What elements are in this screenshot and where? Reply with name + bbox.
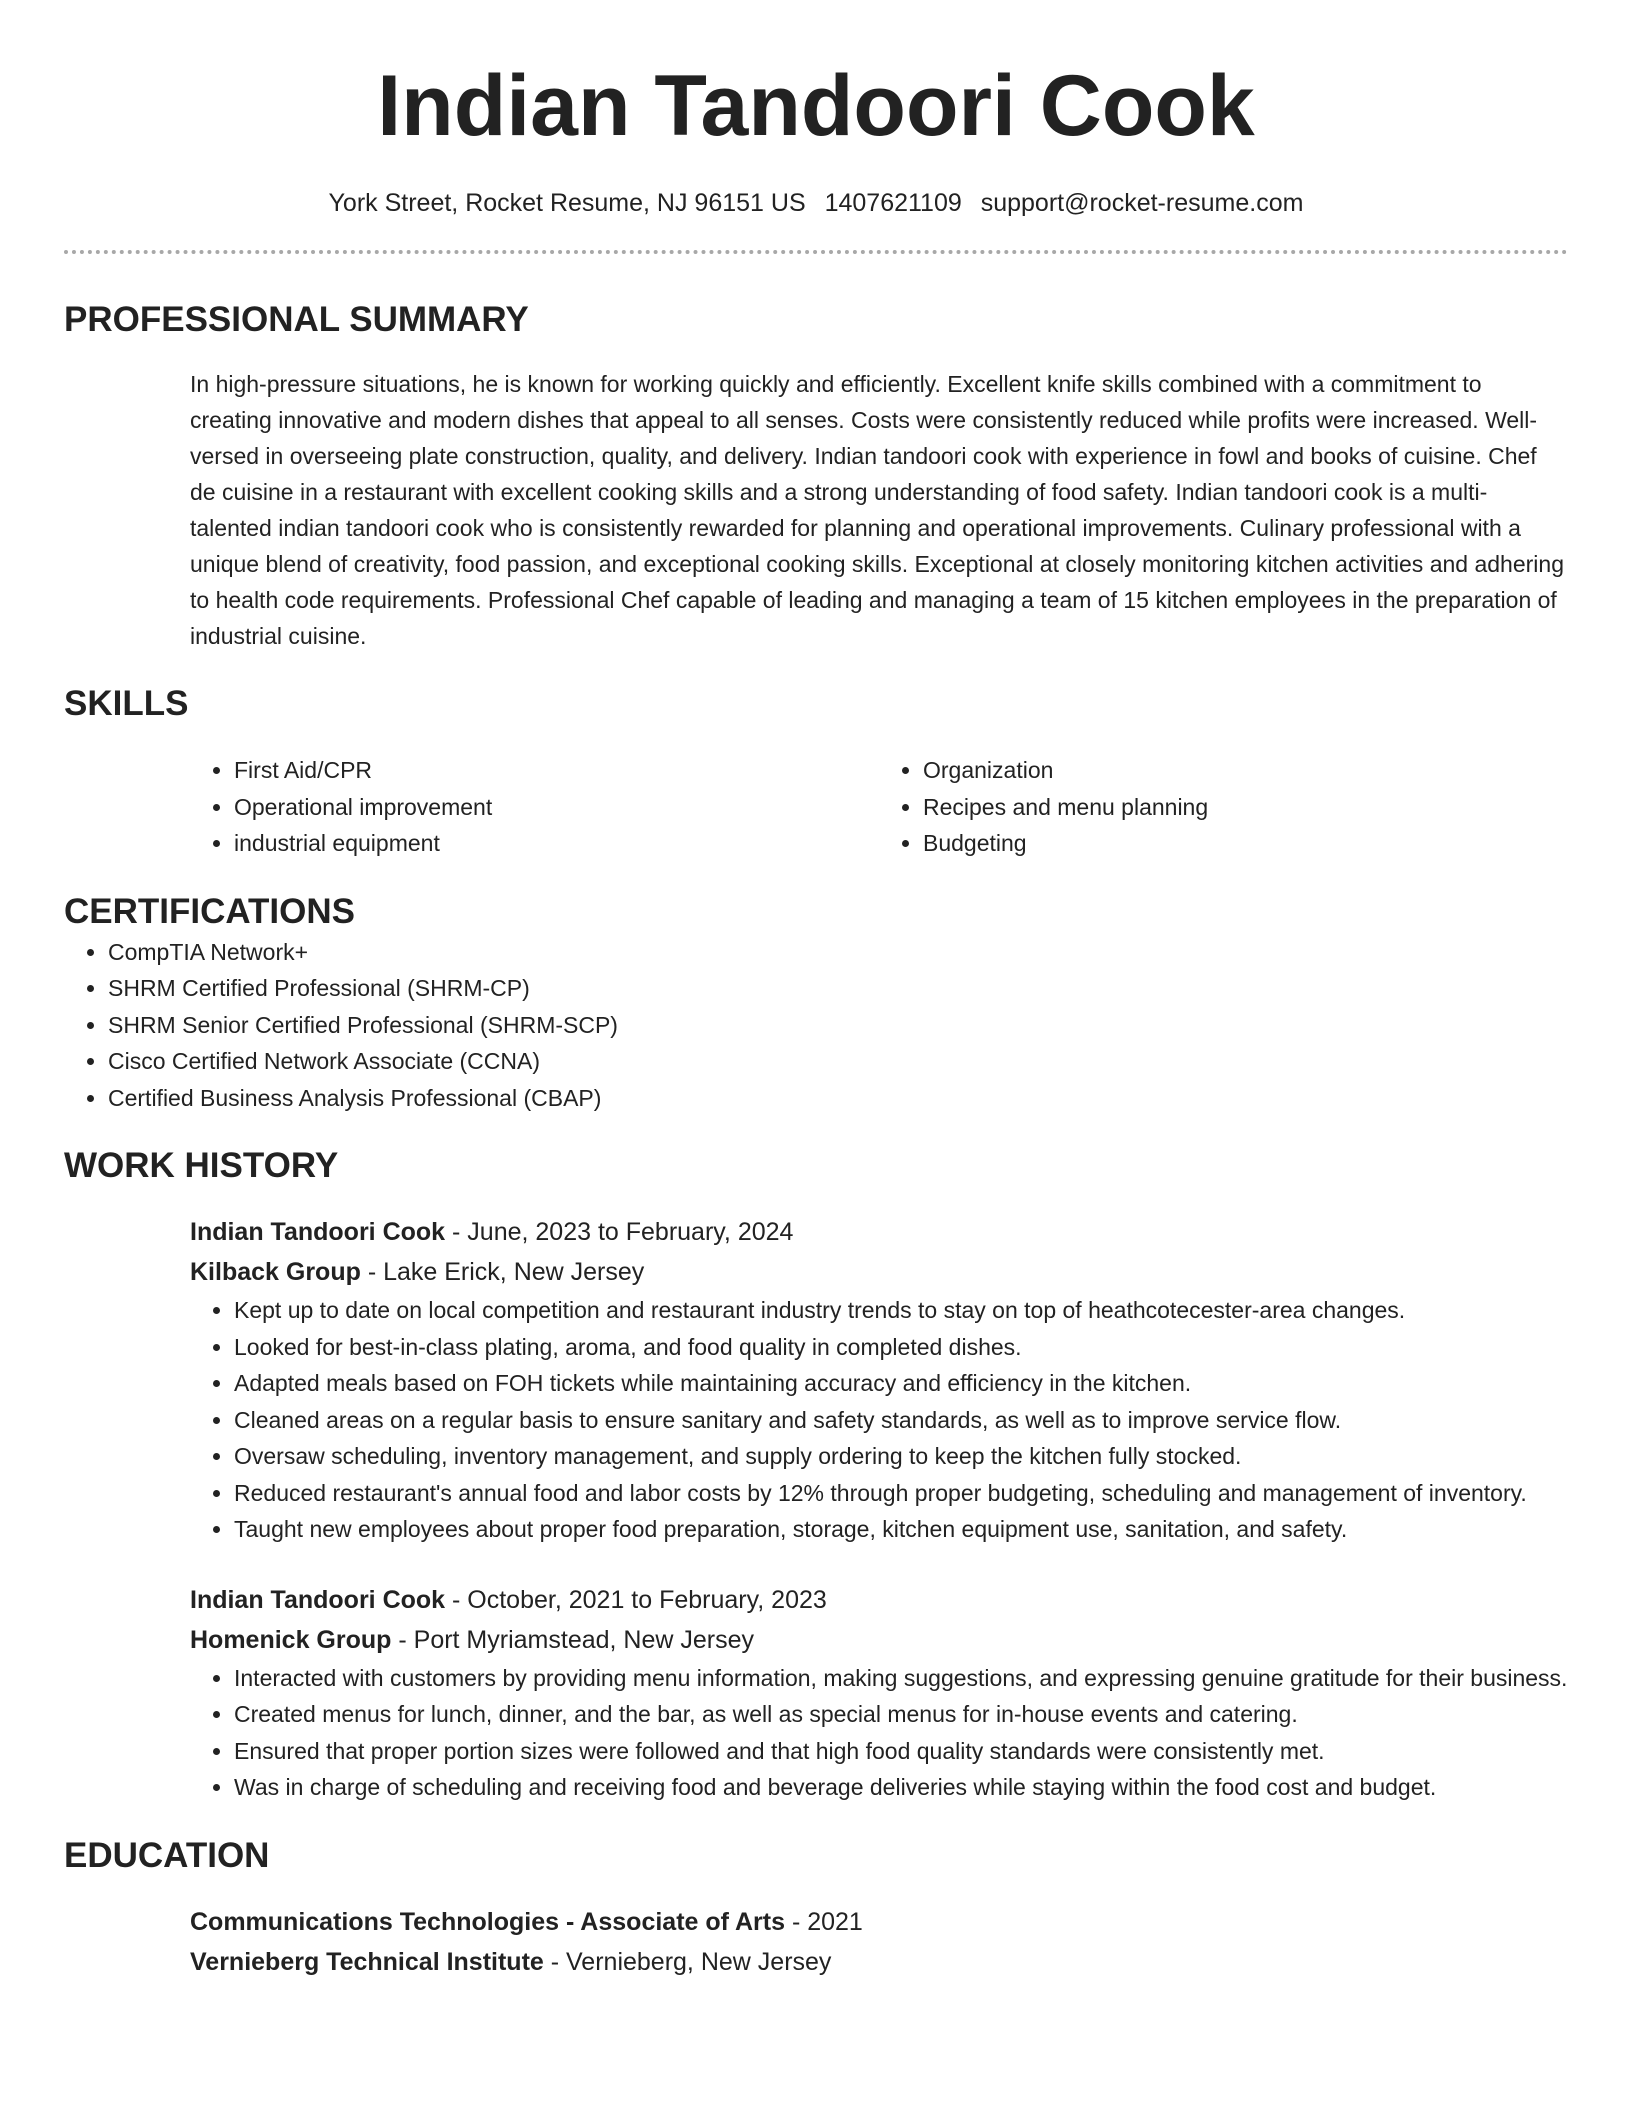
education-section [64, 1834, 1568, 1982]
education-location: - Vernieberg, New Jersey [543, 1947, 832, 1976]
job-dates: - October, 2021 to February, 2023 [445, 1585, 827, 1614]
job-company: Homenick Group [190, 1625, 392, 1654]
skills-left-list [190, 752, 879, 862]
summary-title: PROFESSIONAL SUMMARY [64, 300, 529, 339]
job-title-line [190, 1580, 1568, 1620]
skills-right-list [879, 752, 1568, 862]
job-bullet: • Oversaw scheduling, inventory management, and supply ordering to keep the kitchen fully stocked. [234, 1438, 1568, 1475]
education-entry [190, 1902, 1568, 1982]
resume-name: Indian Tandoori Cook [377, 58, 1255, 154]
job-location: - Lake Erick, New Jersey [360, 1258, 645, 1286]
job-bullet: • Cleaned areas on a regular basis to ensure sanitary and safety standards, as well as to improve service flow. [234, 1402, 1568, 1439]
education-title: EDUCATION [64, 1835, 270, 1875]
job-role: Indian Tandoori Cook [190, 1218, 446, 1246]
education-degree: Communications Technologies - Associate of Arts [190, 1907, 785, 1936]
work-history-section [64, 1144, 1568, 1806]
job-bullet: • Taught new employees about proper food preparation, storage, kitchen equipment use, sanitation, and safety. [234, 1511, 1568, 1548]
contact-address: York Street, Rocket Resume, NJ 96151 US [328, 189, 806, 217]
skill-item: • Budgeting [923, 825, 1568, 862]
job-bullet-list [190, 1292, 1568, 1548]
skills-section [64, 682, 1568, 862]
job-bullet: • Reduced restaurant's annual food and labor costs by 12% through proper budgeting, scheduling and management of inventory. [234, 1475, 1568, 1512]
skill-item: • industrial equipment [234, 825, 879, 862]
header-divider [64, 250, 1568, 254]
contact-email: support@rocket-resume.com [980, 189, 1304, 217]
education-school: Vernieberg Technical Institute [190, 1947, 544, 1976]
job-entry [190, 1580, 1568, 1806]
job-bullet: • Created menus for lunch, dinner, and the bar, as well as special menus for in-house events and catering. [234, 1696, 1568, 1733]
skills-title: SKILLS [64, 684, 189, 723]
job-bullet: • Kept up to date on local competition and restaurant industry trends to stay on top of heathcotecester-area changes. [234, 1292, 1568, 1329]
job-bullet: • Adapted meals based on FOH tickets while maintaining accuracy and efficiency in the kitchen. [234, 1365, 1568, 1402]
skills-grid [190, 752, 1568, 862]
certifications-section [64, 890, 1568, 1117]
certification-item: • SHRM Senior Certified Professional (SHRM-SCP) [108, 1007, 1568, 1044]
skill-item: • Operational improvement [234, 789, 879, 826]
certification-item: • CompTIA Network+ [108, 934, 1568, 971]
education-school-line [190, 1942, 1568, 1982]
job-bullet-list [190, 1660, 1568, 1806]
job-bullet: • Looked for best-in-class plating, aroma, and food quality in completed dishes. [234, 1329, 1568, 1366]
skill-item: • Organization [923, 752, 1568, 789]
skill-item: • First Aid/CPR [234, 752, 879, 789]
job-bullet: • Was in charge of scheduling and receiving food and beverage deliveries while staying within the food cost and budget. [234, 1769, 1568, 1806]
contact-phone: 1407621109 [824, 189, 962, 217]
certification-item: • SHRM Certified Professional (SHRM-CP) [108, 970, 1568, 1007]
education-year: - 2021 [785, 1907, 863, 1936]
job-company: Kilback Group [190, 1258, 361, 1286]
job-bullet: • Ensured that proper portion sizes were followed and that high food quality standards were consistently met. [234, 1733, 1568, 1770]
work-history-title: WORK HISTORY [64, 1146, 339, 1185]
certification-item: • Certified Business Analysis Professional (CBAP) [108, 1080, 1568, 1117]
job-title-line [190, 1212, 1568, 1252]
job-company-line [190, 1620, 1568, 1660]
certifications-title: CERTIFICATIONS [64, 891, 356, 931]
certifications-list [64, 934, 1568, 1117]
job-location: - Port Myriamstead, New Jersey [391, 1625, 755, 1654]
certification-item: • Cisco Certified Network Associate (CCNA) [108, 1043, 1568, 1080]
skill-item: • Recipes and menu planning [923, 789, 1568, 826]
contact-line [64, 186, 1568, 220]
summary-section [64, 298, 1568, 654]
job-bullet: • Interacted with customers by providing menu information, making suggestions, and expressing genuine gratitude for their business. [234, 1660, 1568, 1697]
summary-text: In high-pressure situations, he is known for working quickly and efficiently. Excellent knife skills combined with a commitment to creating innovative and modern dishes that appeal to all senses. Costs were consistently reduced while profits were increased. Well-versed in overseeing plate construction, quality, and delivery. Indian tandoori cook with experience in fowl and books of cuisine. Chef de cuisine in a restaurant with excellent cooking skills and a strong understanding of food safety. Indian tandoori cook is a multi-talented indian tandoori cook who is consistently rewarded for planning and operational improvements. Culinary professional with a unique blend of creativity, food passion, and exceptional cooking skills. Exceptional at closely monitoring kitchen activities and adhering to health code requirements. Professional Chef capable of leading and managing a team of 15 kitchen employees in the preparation of industrial cuisine. [190, 371, 1564, 649]
job-company-line [190, 1252, 1568, 1292]
job-dates: - June, 2023 to February, 2024 [445, 1218, 794, 1246]
education-degree-line [190, 1902, 1568, 1942]
job-entry [190, 1212, 1568, 1548]
job-role: Indian Tandoori Cook [190, 1585, 446, 1614]
